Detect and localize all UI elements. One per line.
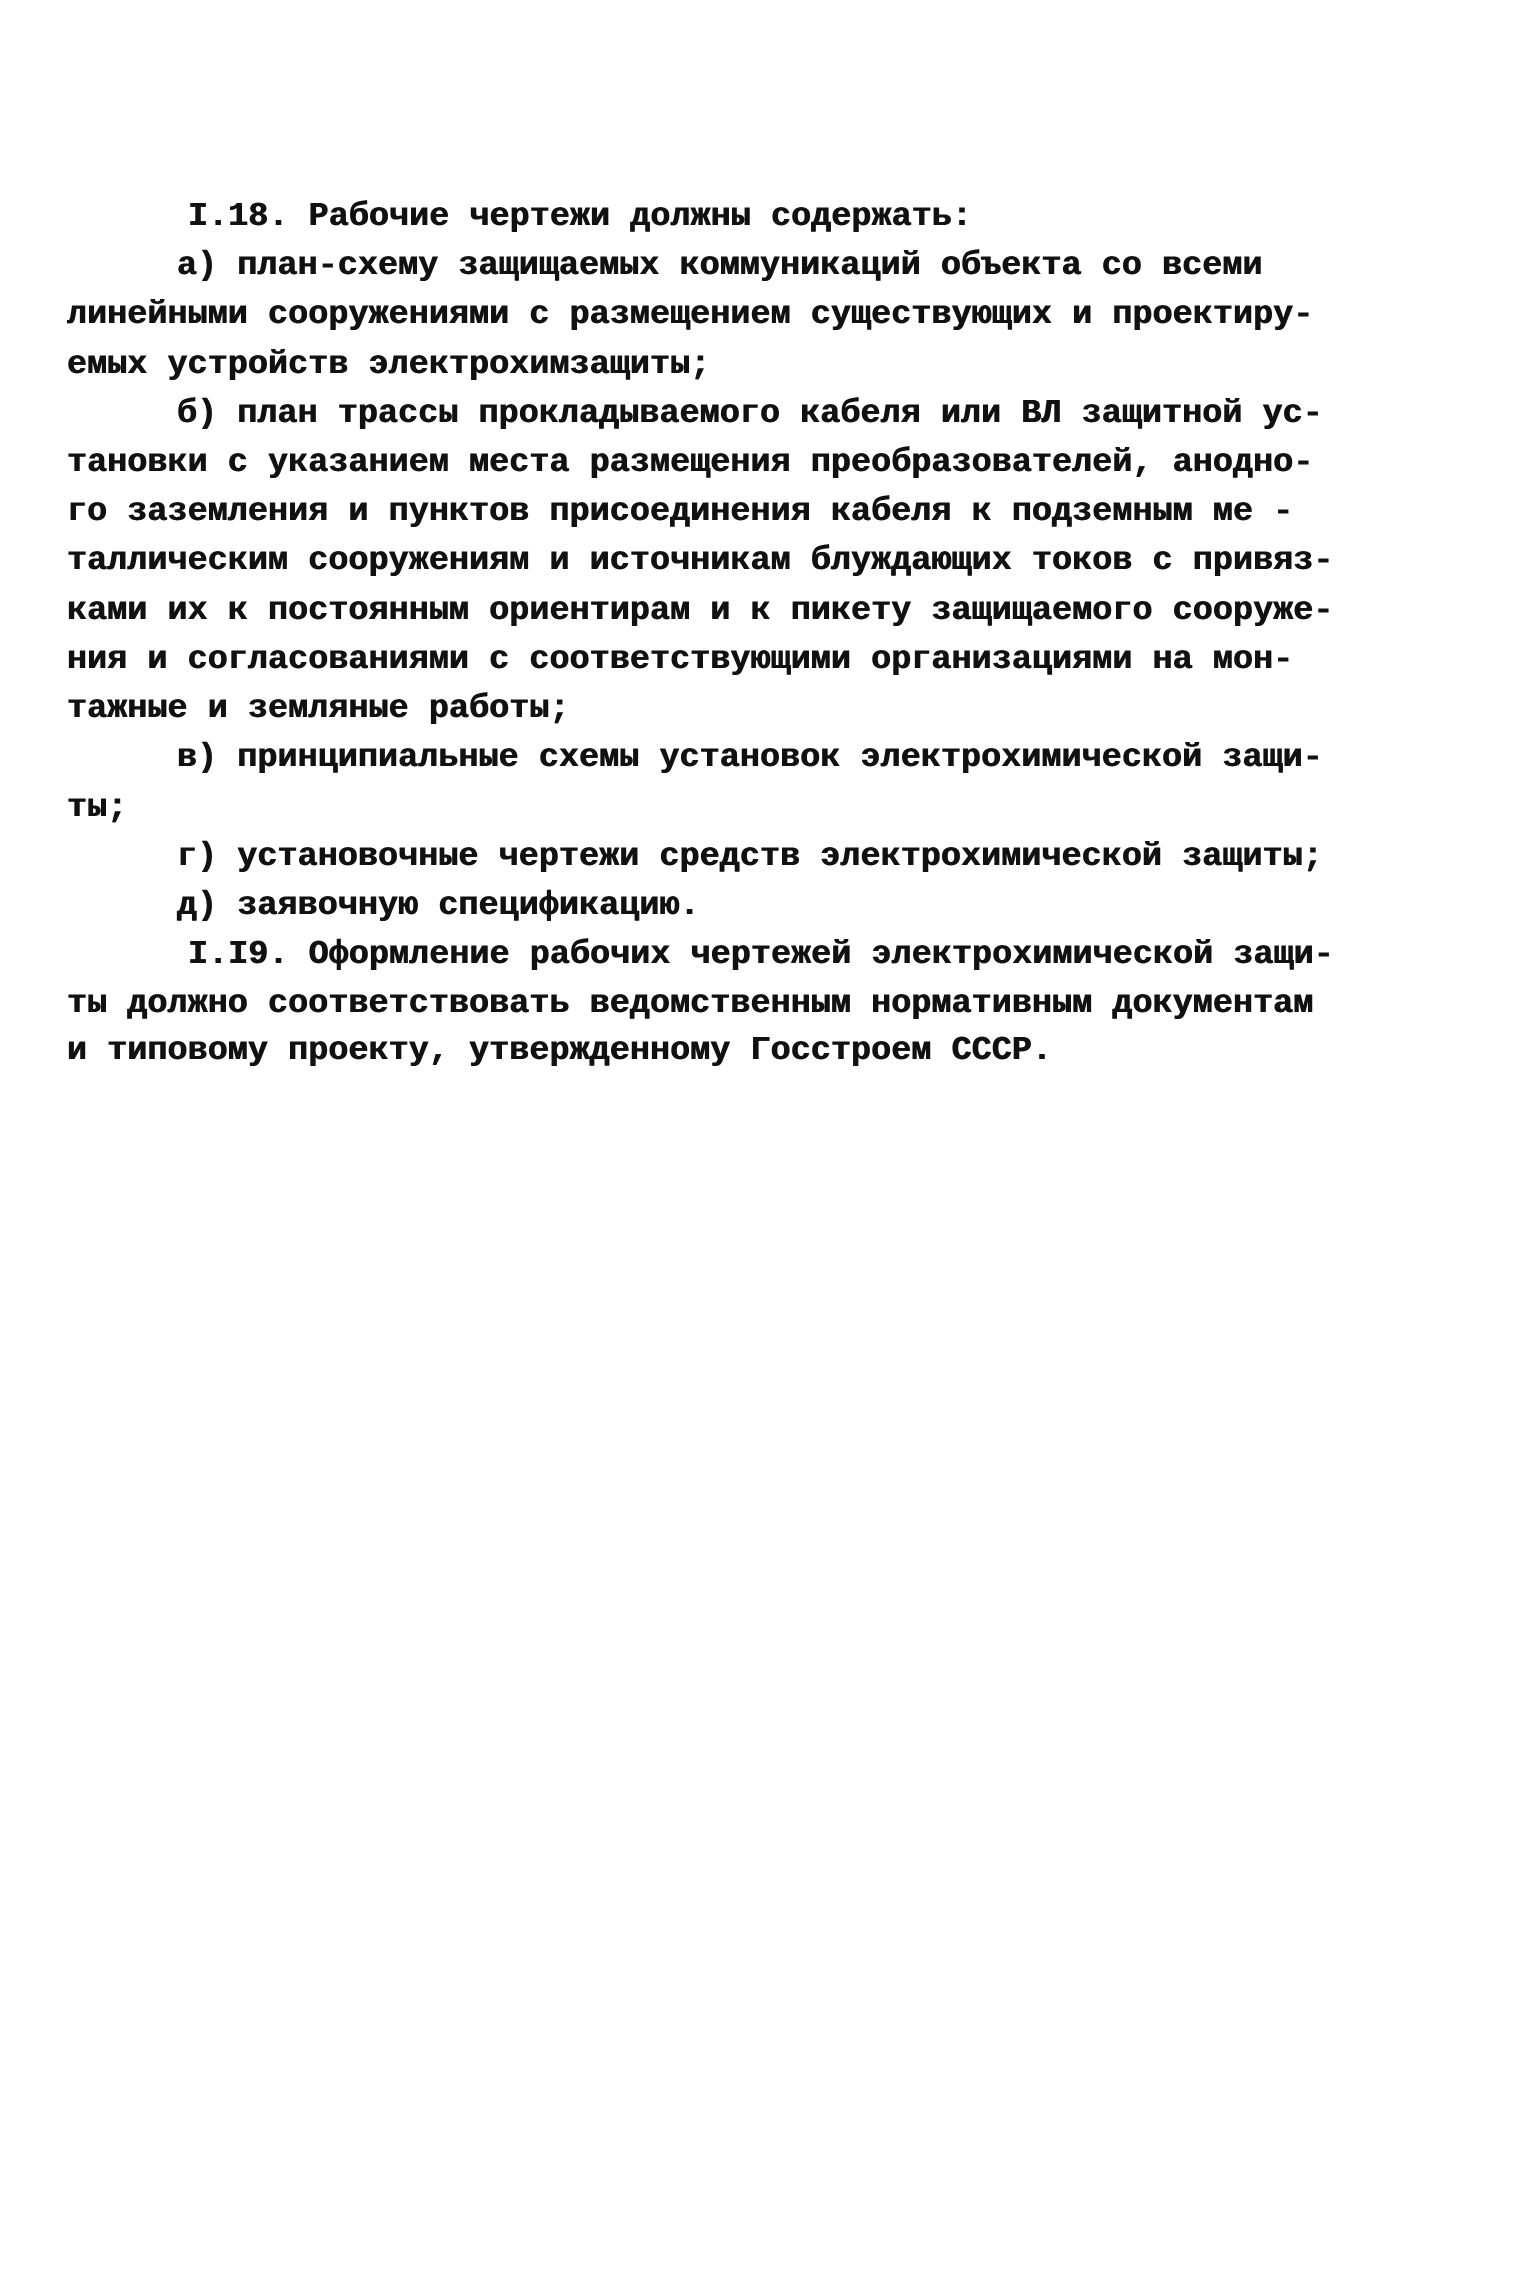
list-item-d: д) заявочную спецификацию. [177,887,700,925]
list-item-b-continuation: тановки с указанием места размещения преобразователей, анодно- [67,444,1314,482]
list-item-b-continuation: ками их к постоянным ориентирам и к пикету защищаемого сооруже- [67,592,1334,630]
list-item-b-continuation: тажные и земляные работы; [67,690,570,728]
list-item-v-continuation: ты; [67,789,128,827]
list-item-g: г) установочные чертежи средств электрохимической защиты; [177,838,1323,876]
section-1-19-continuation: ты должно соответствовать ведомственным нормативным документам [67,985,1314,1023]
list-item-a-continuation: емых устройств электрохимзащиты; [67,346,711,384]
list-item-v: в) принципиальные схемы установок электрохимической защи- [177,739,1323,777]
list-item-b-continuation: го заземления и пунктов присоединения кабеля к подземным ме - [67,493,1294,531]
list-item-b-continuation: таллическим сооружениям и источникам блуждающих токов с привяз- [67,542,1334,580]
section-heading-1-18: I.18. Рабочие чертежи должны содержать: [188,198,973,236]
list-item-b: б) план трассы прокладываемого кабеля или ВЛ защитной ус- [177,395,1323,433]
list-item-a-continuation: линейными сооружениями с размещением существующих и проектиру- [67,296,1314,334]
list-item-a: а) план-схему защищаемых коммуникаций объекта со всеми [177,247,1263,285]
section-heading-1-19: I.I9. Оформление рабочих чертежей электрохимической защи- [188,936,1334,974]
list-item-b-continuation: ния и согласованиями с соответствующими организациями на мон- [67,641,1294,679]
section-1-19-continuation: и типовому проекту, утвержденному Госстроем СССР. [67,1032,1053,1070]
